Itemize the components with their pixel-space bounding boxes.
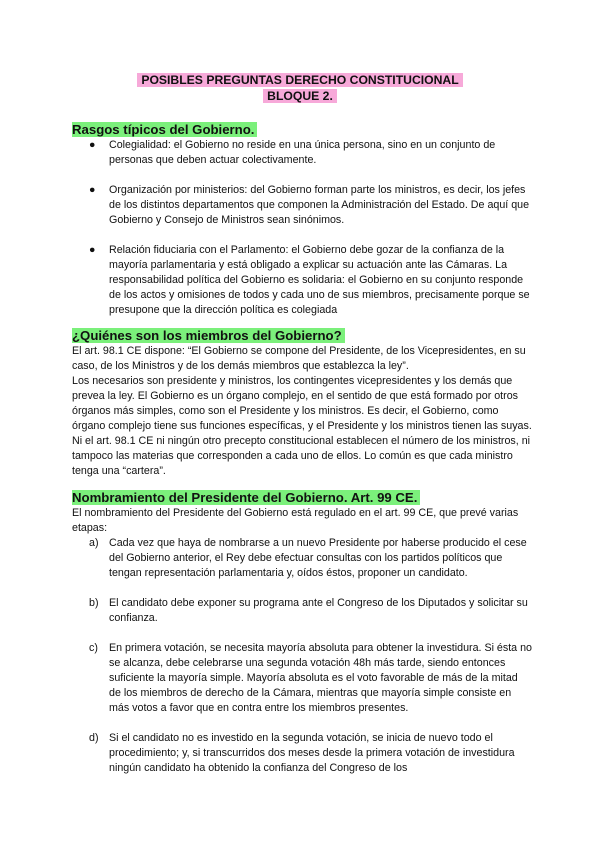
paragraph: El art. 98.1 CE dispone: “El Gobierno se compone del Presidente, de los Vicepresidentes, en su caso, de los Ministros y de los demás miembros que establezca la ley”.: [72, 345, 526, 372]
list-marker: b): [89, 597, 99, 609]
paragraph: Los necesarios son presidente y ministros, los contingentes vicepresidentes y los demás que prevea la ley. El Gobierno es un órgano complejo, en el sentido de que está formado por otros órganos más simples, como son el Presidente y los ministros. Es decir, el Gobierno, como órgano complejo tiene sus funciones específicas, y el Presidente y los ministros tienen las suyas. Ni el art. 98.1 CE ni ningún otro precepto constitucional establecen el número de los ministros, ni tampoco las materias que corresponden a cada uno de ellos. Lo común es que cada ministro tenga una “cartera”.: [72, 375, 532, 477]
title-line-1: POSIBLES PREGUNTAS DERECHO CONSTITUCIONAL: [137, 73, 462, 87]
list-item: d) Si el candidato no es investido en la segunda votación, se inicia de nuevo todo el procedimiento; y, si transcurridos dos meses desde la primera votación de investidura ningún candidato ha obtenido la confianza del Congreso de los: [89, 732, 515, 774]
section-heading: ¿Quiénes son los miembros del Gobierno?: [72, 328, 345, 343]
list-marker: c): [89, 642, 98, 654]
list-item: ● Relación fiduciaria con el Parlamento: el Gobierno debe gozar de la confianza de la mayoría parlamentaria y está obligado a explicar su actuación ante las Cámaras. La responsabilidad política del Gobierno es solidaria: el Gobierno en su conjunto responde de los actos y omisiones de todos y cada uno de sus miembros, precisamente porque se presupone que la dirección política es colegiada: [89, 244, 530, 316]
list-item: ● Colegialidad: el Gobierno no reside en una única persona, sino en un conjunto de personas que deben actuar colectivamente.: [89, 139, 496, 166]
document-title: [0, 72, 600, 104]
section-nombramiento: [72, 489, 532, 776]
list-item: a) Cada vez que haya de nombrarse a un nuevo Presidente por haberse producido el cese del Gobierno anterior, el Rey debe efectuar consultas con los partidos políticos que tengan representación parlamentaria y, oídos éstos, proponer un candidato.: [89, 537, 527, 579]
title-line-2: BLOQUE 2.: [263, 89, 337, 103]
lettered-list: [72, 536, 532, 776]
section-heading: Rasgos típicos del Gobierno.: [72, 122, 257, 137]
bullet-list: [72, 138, 532, 318]
list-item: c) En primera votación, se necesita mayoría absoluta para obtener la investidura. Si ésta no se alcanza, debe celebrarse una segunda votación 48h más tarde, siendo entonces suficiente la mayoría simple. Mayoría absoluta es el voto favorable de más de la mitad de los miembros de derecho de la Cámara, mientras que mayoría simple consiste en más votos a favor que en contra entre los miembros presentes.: [89, 642, 532, 714]
list-item: b) El candidato debe exponer su programa ante el Congreso de los Diputados y solicitar su confianza.: [89, 597, 528, 624]
bullet-icon: ●: [89, 244, 96, 256]
list-marker: d): [89, 732, 99, 744]
section-rasgos: [72, 121, 532, 318]
bullet-icon: ●: [89, 139, 96, 151]
list-item: ● Organización por ministerios: del Gobierno forman parte los ministros, es decir, los jefes de los distintos departamentos que componen la Administración del Estado. De aquí que Gobierno y Consejo de Ministros sean sinónimos.: [89, 184, 530, 226]
paragraph: El nombramiento del Presidente del Gobierno está regulado en el art. 99 CE, que prevé varias etapas:: [72, 507, 519, 534]
section-miembros: [72, 327, 532, 479]
bullet-icon: ●: [89, 184, 96, 196]
list-marker: a): [89, 537, 99, 549]
section-heading: Nombramiento del Presidente del Gobierno. Art. 99 CE.: [72, 490, 420, 505]
